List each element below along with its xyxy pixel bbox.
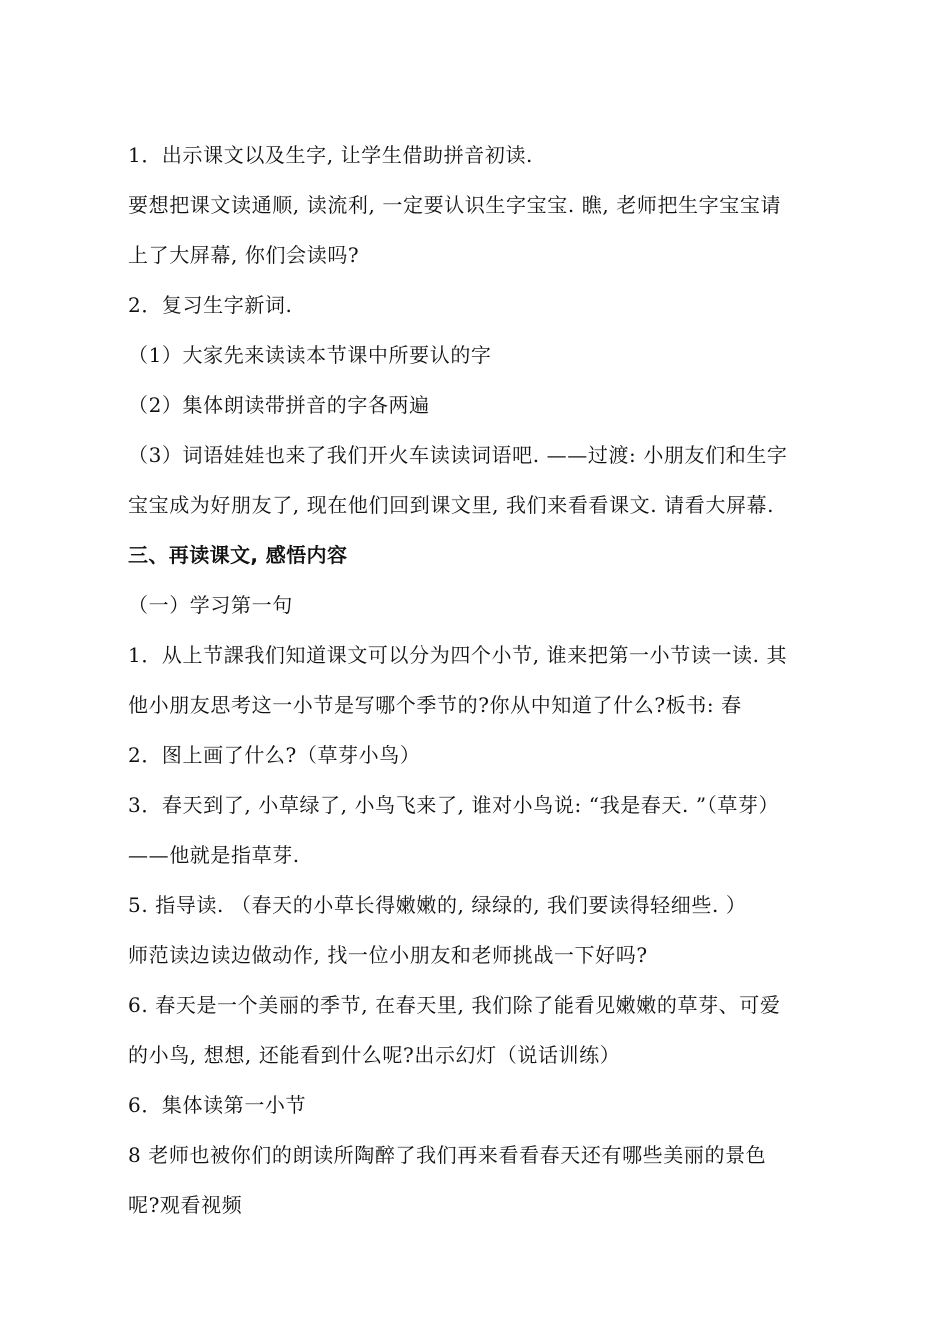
paragraph-line: 6. 春天是一个美丽的季节, 在春天里, 我们除了能看见嫩嫩的草芽、可爱 [128,993,781,1017]
paragraph-line: 宝宝成为好朋友了, 现在他们回到课文里, 我们来看看课文. 请看大屏幕. [128,493,775,517]
paragraph-line: 8 老师也被你们的朗读所陶醉了我们再来看看春天还有哪些美丽的景色 [128,1143,767,1167]
document-body [128,130,832,1230]
paragraph-line: 1．从上节課我们知道课文可以分为四个小节, 谁来把第一小节读一读. 其 [128,643,788,667]
paragraph-line: （3）词语娃娃也来了我们开火车读读词语吧. ——过渡: 小朋友们和生字 [128,443,788,467]
paragraph-line: 2．复习生字新词. [128,293,293,317]
paragraph-line: 的小鸟, 想想, 还能看到什么呢?出示幻灯（说话训练） [128,1043,621,1067]
paragraph-line: 6．集体读第一小节 [128,1093,307,1117]
paragraph-line: 上了大屏幕, 你们会读吗? [128,243,360,267]
paragraph-line: 5. 指导读. （春天的小草长得嫩嫩的, 绿绿的, 我们要读得轻细些. ） [128,893,747,917]
paragraph-line: ——他就是指草芽. [128,843,300,867]
paragraph-line: 师范读边读边做动作, 找一位小朋友和老师挑战一下好吗? [128,943,648,967]
paragraph-line: 2．图上画了什么?（草芽小鸟） [128,743,421,767]
paragraph-line: 3．春天到了, 小草绿了, 小鸟飞来了, 谁对小鸟说: “我是春天. ”（草芽） [128,793,780,817]
paragraph-line: （1）大家先来读读本节课中所要认的字 [128,343,492,367]
paragraph-line: （2）集体朗读带拼音的字各两遍 [128,393,430,417]
paragraph-line: （一）学习第一句 [128,593,293,617]
paragraph-line: 呢?观看视频 [128,1193,243,1217]
section-heading: 三、再读课文, 感悟内容 [128,543,348,567]
paragraph-line: 他小朋友思考这一小节是写哪个季节的?你从中知道了什么?板书: 春 [128,693,742,717]
paragraph-line: 要想把课文读通顺, 读流利, 一定要认识生字宝宝. 瞧, 老师把生字宝宝请 [128,193,782,217]
paragraph-line: 1．出示课文以及生字, 让学生借助拼音初读. [128,143,533,167]
